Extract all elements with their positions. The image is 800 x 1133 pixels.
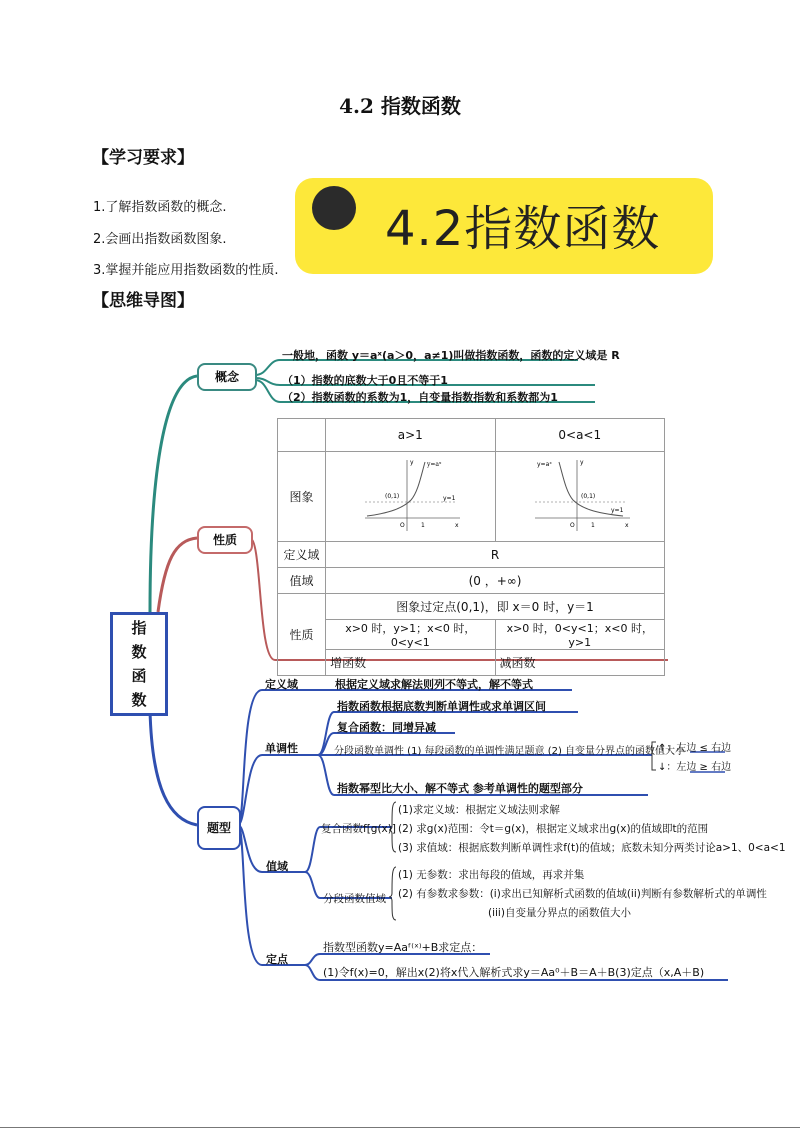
table-header-a-gt-1: a>1	[326, 419, 495, 452]
concept-definition: 一般地，函数 y＝aˣ(a＞0，a≠1)叫做指数函数，函数的定义域是 R	[282, 349, 620, 362]
composite-list	[398, 801, 786, 858]
domain-text: 根据定义域求解法则列不等式，解不等式	[335, 678, 533, 691]
monotonic-item-2: 复合函数：同增异减	[337, 721, 436, 734]
center-char: 指	[131, 619, 147, 637]
decreasing-graph	[525, 456, 635, 534]
concept-note-2: （2）指数函数的系数为1，自变量指数指数和系数都为1	[282, 391, 558, 404]
monotonic-label: 单调性	[265, 742, 298, 755]
piecewise-list	[398, 866, 767, 923]
requirements-header: 【学习要求】	[92, 148, 194, 168]
fixed-label: 定点	[266, 953, 288, 966]
graph1-origin-label: O	[400, 522, 406, 529]
table-domain-value: R	[326, 542, 665, 568]
graph2-y-label: y	[579, 459, 584, 466]
graph2-origin-label: O	[569, 522, 575, 529]
table-corner-cell	[278, 419, 326, 452]
table-header-a-lt-1: 0<a<1	[495, 419, 664, 452]
piecewise-step-3: (iii)自变量分界点的函数值大小	[488, 907, 631, 919]
monotonic-up: ↑：左边 ≤ 右边	[658, 743, 732, 754]
concept-node: 概念	[197, 363, 257, 391]
graph1-point-label: (0,1)	[385, 493, 400, 500]
center-char: 函	[131, 667, 147, 685]
monotonic-down: ↓：左边 ≥ 右边	[658, 762, 732, 773]
center-char: 数	[131, 643, 147, 661]
graph1-curve-label: y=aˣ	[427, 461, 442, 468]
graph2-hline-label: y=1	[610, 507, 624, 514]
properties-table	[277, 418, 665, 676]
table-prop-decreasing: x>0 时，0<y<1；x<0 时，y>1	[495, 620, 664, 650]
center-char: 数	[131, 691, 147, 709]
graph2-point-label: (0,1)	[580, 493, 595, 500]
piecewise-label: 分段函数值域	[323, 893, 386, 905]
graph1-hline-label: y=1	[443, 495, 456, 502]
piecewise-step-2: (2) 有参数求参数：(i)求出已知解析式函数的值域(ii)判断有参数解析式的单调性	[398, 888, 767, 900]
table-decreasing-label: 减函数	[495, 650, 664, 676]
table-range-value: (0 ，+∞)	[326, 568, 665, 594]
monotonic-item-1: 指数函数根据底数判断单调性或求单调区间	[337, 700, 546, 713]
range-label: 值域	[266, 860, 288, 873]
composite-step-3: (3) 求值域：根据底数判断单调性求f(t)的值域；底数未知分两类讨论a>1、0<a<1	[398, 842, 786, 854]
graph1-x-label: x	[455, 522, 459, 529]
composite-step-2: (2) 求g(x)范围：令t＝g(x)，根据定义域求出g(x)的值域即t的范围	[398, 823, 709, 835]
graph2-x-label: x	[624, 522, 629, 529]
requirement-3: 3.掌握并能应用指数函数的性质.	[93, 263, 279, 278]
requirement-2: 2.会画出指数函数图象.	[93, 232, 227, 247]
composite-step-1: (1)求定义域：根据定义域法则求解	[398, 804, 560, 816]
table-increasing-label: 增函数	[326, 650, 495, 676]
requirement-1: 1.了解指数函数的概念.	[93, 200, 227, 215]
fixed-line-1: 指数型函数y=Aaᶠ⁽ˣ⁾+B求定点：	[323, 941, 483, 954]
page-bottom-rule	[0, 1127, 800, 1128]
fixed-line-2: (1)令f(x)=0，解出x(2)将x代入解析式求y＝Aa⁰＋B＝A＋B(3)定点（x,A＋B)	[323, 966, 705, 979]
graph1-one-label: 1	[421, 522, 426, 529]
graph2-curve-label: y=aˣ	[536, 461, 552, 468]
graph-decreasing	[495, 452, 664, 542]
monotonic-item-4: 指数幂型比大小、解不等式 参考单调性的题型部分	[337, 782, 583, 795]
graph1-y-label: y	[410, 459, 414, 466]
table-row-range-label: 值域	[278, 568, 326, 594]
graph2-one-label: 1	[590, 522, 595, 529]
page-title: 4.2 指数函数	[339, 94, 461, 118]
table-row-props-label: 性质	[278, 594, 326, 676]
banner-text: 4.2指数函数	[385, 201, 661, 257]
mindmap-header: 【思维导图】	[92, 291, 194, 311]
composite-label: 复合函数f[g(x)]	[321, 823, 396, 835]
properties-node: 性质	[197, 526, 253, 554]
monotonic-item-3: 分段函数单调性 (1) 每段函数的单调性满足题意 (2) 自变量分界点的函数值大小	[334, 746, 686, 757]
table-row-domain-label: 定义域	[278, 542, 326, 568]
table-prop-increasing: x>0 时，y>1；x<0 时，0<y<1	[326, 620, 495, 650]
domain-label: 定义域	[265, 678, 298, 691]
problems-node: 题型	[197, 806, 241, 850]
graph-increasing	[326, 452, 495, 542]
increasing-graph	[355, 456, 465, 534]
piecewise-step-1: (1) 无参数：求出每段的值域，再求并集	[398, 869, 585, 881]
concept-note-1: （1）指数的底数大于0且不等于1	[282, 374, 448, 387]
table-row-graph-label: 图象	[278, 452, 326, 542]
center-node	[110, 612, 168, 716]
table-fixed-point: 图象过定点(0,1)，即 x＝0 时，y＝1	[326, 594, 665, 620]
